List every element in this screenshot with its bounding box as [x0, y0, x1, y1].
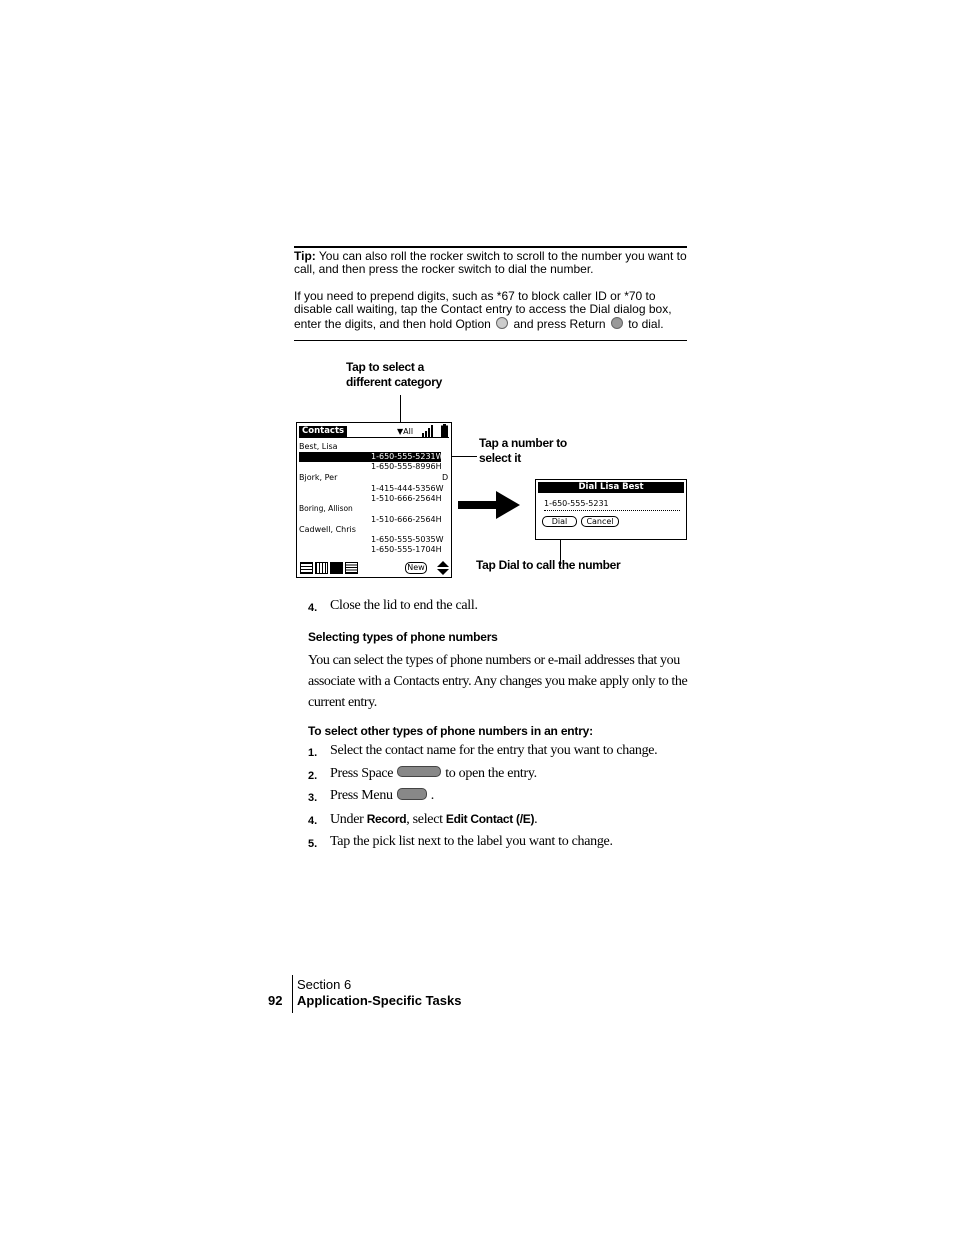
tip-text-2a: If you need to prepend digits, such as *67 to block caller ID or *70 to disable call waiting, tap the Contact entry to access the Dial dialog box, enter the digits, and then hold Option [294, 289, 672, 331]
callout-category-line1: Tap to select a [346, 360, 424, 374]
contact-name[interactable]: Cadwell, Chris [299, 525, 356, 534]
step-4-text-a: Under [330, 812, 367, 827]
list-view-icon[interactable] [300, 562, 313, 574]
phone-number[interactable]: 1-650-555-1704H [371, 545, 442, 554]
step-number: 4. [308, 602, 318, 614]
phone-number[interactable]: 1-650-555-5035W [371, 535, 444, 544]
dial-dialog [535, 479, 687, 540]
step-number: 5. [308, 838, 318, 850]
tip-text-2b: and press Return [510, 316, 606, 331]
contact-name[interactable]: Boring, Allison [299, 504, 353, 513]
title-underline [299, 437, 449, 438]
dial-button[interactable]: Dial [542, 516, 577, 527]
contacts-screen [296, 422, 452, 578]
step-2-text-b: to open the entry. [445, 766, 537, 781]
tip-text-1: You can also roll the rocker switch to scroll to the number you want to call, and then press the rocker switch to dial the number. [294, 249, 687, 277]
step-3-text-a: Press Menu [330, 788, 393, 803]
step-text [330, 787, 434, 805]
dial-number-field[interactable]: 1-650-555-5231 [544, 499, 609, 508]
step-number: 4. [308, 815, 318, 827]
space-key-icon [397, 766, 441, 777]
new-button[interactable]: New [405, 562, 427, 574]
step-4-text-b: , select [406, 812, 446, 827]
phone-number-selected-text: 1-650-555-5231W [371, 452, 444, 461]
step-text [330, 765, 537, 783]
phone-number[interactable]: 1-510-666-2564H [371, 494, 442, 503]
menu-key-icon [397, 788, 427, 800]
step-text: Close the lid to end the call. [330, 598, 478, 613]
dropdown-triangle-icon: ▼ [397, 427, 404, 436]
detail-view-icon[interactable] [330, 562, 343, 574]
tip-label: Tip: [294, 249, 316, 263]
phone-number[interactable]: 1-650-555-8996H [371, 462, 442, 471]
footer-divider [292, 975, 293, 1013]
step-4-text-c: . [534, 812, 538, 827]
callout-category-line2: different category [346, 375, 442, 389]
note-icon: D [442, 473, 449, 482]
tip-text-2c: to dial. [624, 316, 664, 331]
callout-number-line2: select it [479, 451, 521, 465]
edit-contact-command: Edit Contact (/E) [445, 812, 535, 826]
procedure-heading: To select other types of phone numbers in an entry: [308, 724, 593, 738]
phone-number[interactable]: 1-510-666-2564H [371, 515, 442, 524]
battery-icon [441, 424, 448, 437]
scroll-arrows-icon[interactable] [437, 561, 449, 575]
cancel-button[interactable]: Cancel [581, 516, 619, 527]
step-text: Tap the pick list next to the label you want to change. [330, 834, 613, 849]
footer-chapter: Application-Specific Tasks [297, 993, 462, 1008]
footer-section: Section 6 [297, 977, 352, 992]
contacts-toolbar [299, 561, 449, 575]
signal-icon [421, 425, 435, 437]
text-view-icon[interactable] [345, 562, 358, 574]
phone-number-selected[interactable] [299, 452, 444, 462]
step-number: 1. [308, 747, 318, 759]
callout-dial: Tap Dial to call the number [476, 558, 621, 572]
contacts-title: Contacts [299, 426, 347, 437]
section-heading: Selecting types of phone numbers [308, 630, 498, 644]
step-number: 2. [308, 770, 318, 782]
step-text: Select the contact name for the entry that you want to change. [330, 743, 658, 758]
page-number: 92 [268, 993, 283, 1008]
dial-dialog-title: Dial Lisa Best [538, 482, 684, 493]
contact-name[interactable]: Bjork, Per [299, 473, 338, 482]
step-2-text-a: Press Space [330, 766, 394, 781]
phone-number[interactable]: 1-415-444-5356W [371, 484, 444, 493]
step-3-text-b: . [430, 788, 434, 803]
dial-number-underline [544, 510, 680, 511]
category-picker[interactable] [397, 426, 413, 437]
category-label: All [403, 427, 414, 436]
step-text [330, 810, 537, 829]
contact-name[interactable]: Best, Lisa [299, 442, 338, 451]
intro-paragraph: You can select the types of phone numbers or e-mail addresses that you associate with a Contacts entry. Any changes you make apply only to the current entry. [308, 653, 688, 710]
record-menu-label: Record [366, 812, 407, 826]
right-arrow-icon [458, 491, 520, 519]
step-number: 3. [308, 792, 318, 804]
callout-number-line1: Tap a number to [479, 436, 567, 450]
grid-view-icon[interactable] [315, 562, 328, 574]
